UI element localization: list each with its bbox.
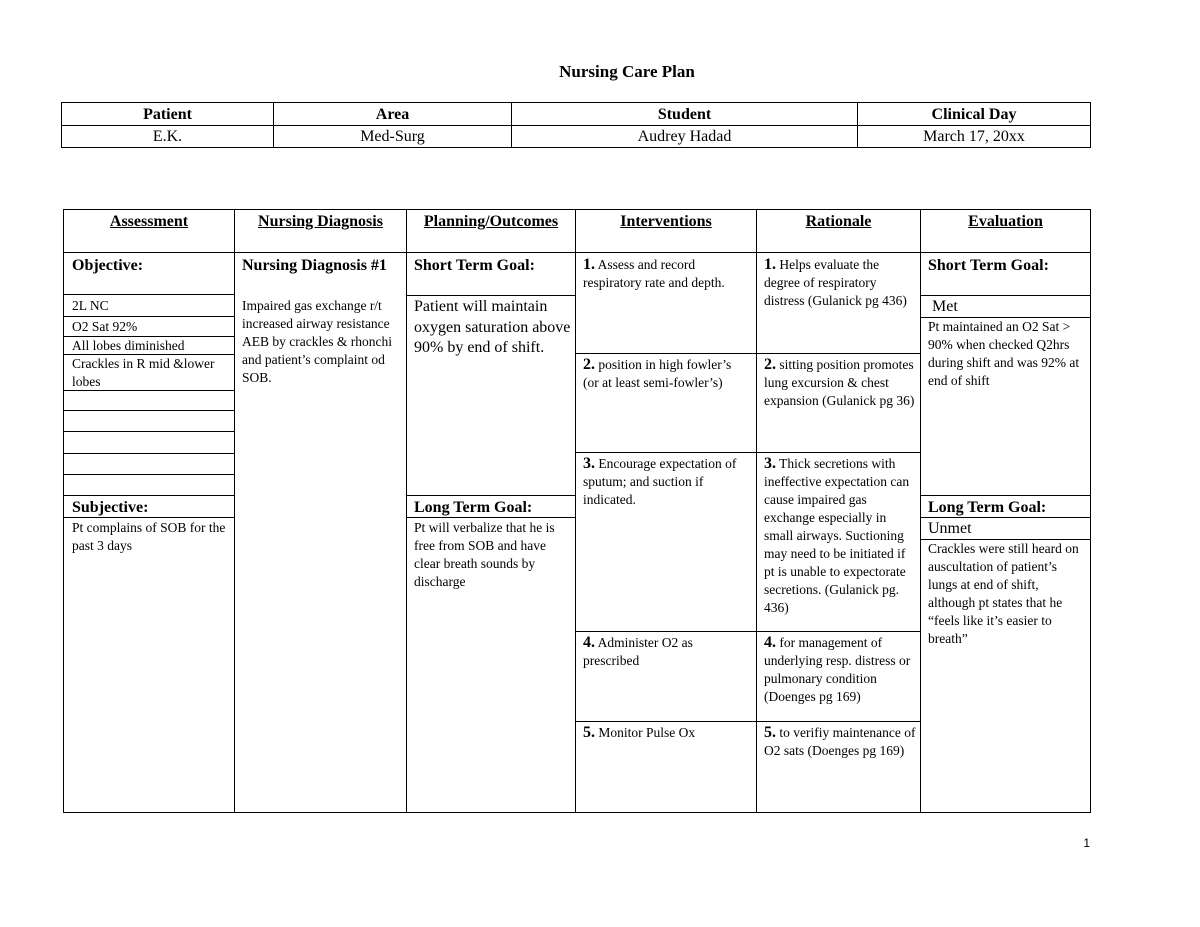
rationale-item: 3. Thick secretions with ineffective expectation can cause impaired gas exchange especially in small airways. Suctioning may need to be initiated if pt is unable to expectorate secretions. (Gulanick pg. 436) [764, 455, 910, 615]
value-patient: E.K. [152, 128, 183, 145]
evaluation-short-term-status: Met [932, 298, 958, 315]
objective-item: 2L NC [72, 298, 109, 313]
evaluation-long-term-label: Long Term Goal: [928, 499, 1047, 516]
col-header-evaluation: Evaluation [968, 213, 1043, 230]
evaluation-short-term-label: Short Term Goal: [928, 257, 1049, 274]
evaluation-long-term-status: Unmet [928, 520, 972, 537]
objective-item: O2 Sat 92% [72, 319, 138, 334]
page-number: 1 [1083, 836, 1090, 850]
document-title: Nursing Care Plan [559, 62, 695, 81]
intervention-item: 4. Administer O2 as prescribed [583, 634, 693, 668]
objective-item: All lobes diminished [72, 338, 185, 353]
subjective-label: Subjective: [72, 499, 149, 516]
intervention-item: 2. position in high fowler’s (or at least semi-fowler’s) [583, 356, 732, 390]
intervention-item: 1. Assess and record respiratory rate and depth. [583, 256, 725, 290]
objective-item: Crackles in R mid &lower lobes [72, 356, 215, 389]
intervention-item: 3. Encourage expectation of sputum; and suction if indicated. [583, 455, 737, 507]
header-clinical-day: Clinical Day [931, 106, 1017, 123]
rationale-item: 2. sitting position promotes lung excursion & chest expansion (Gulanick pg 36) [764, 356, 915, 408]
evaluation-short-term-text: Pt maintained an O2 Sat > 90% when checked Q2hrs during shift and was 92% at end of shift [928, 319, 1080, 388]
planning-short-term-text: Patient will maintain oxygen saturation above 90% by end of shift. [414, 298, 571, 356]
diagnosis-text: Impaired gas exchange r/t increased airway resistance AEB by crackles & rhonchi and patient’s complaint od SOB. [242, 298, 392, 385]
col-header-interventions: Interventions [620, 213, 712, 230]
header-patient: Patient [143, 106, 192, 123]
rationale-item: 4. for management of underlying resp. distress or pulmonary condition (Doenges pg 169) [764, 634, 911, 704]
col-header-rationale: Rationale [805, 213, 872, 230]
planning-long-term-label: Long Term Goal: [414, 499, 533, 516]
col-header-nursing-diagnosis: Nursing Diagnosis [258, 213, 383, 230]
rationale-item: 5. to verifiy maintenance of O2 sats (Doenges pg 169) [764, 724, 916, 758]
subjective-text: Pt complains of SOB for the past 3 days [72, 520, 226, 553]
header-area: Area [375, 106, 410, 123]
value-student: Audrey Hadad [637, 128, 732, 145]
diagnosis-label: Nursing Diagnosis #1 [242, 257, 387, 274]
col-header-planning: Planning/Outcomes [423, 213, 559, 230]
col-header-assessment: Assessment [109, 213, 189, 230]
planning-short-term-label: Short Term Goal: [414, 257, 535, 274]
value-clinical-day: March 17, 20xx [923, 128, 1025, 145]
header-student: Student [657, 106, 712, 123]
evaluation-long-term-text: Crackles were still heard on auscultation of patient’s lungs at end of shift, although pt states that he “feels like it’s easier to breath” [928, 541, 1079, 646]
planning-long-term-text: Pt will verbalize that he is free from SOB and have clear breath sounds by discharge [414, 520, 555, 589]
value-area: Med-Surg [360, 128, 425, 145]
intervention-item: 5. Monitor Pulse Ox [583, 724, 696, 741]
objective-label: Objective: [72, 257, 144, 274]
rationale-item: 1. Helps evaluate the degree of respiratory distress (Gulanick pg 436) [764, 256, 907, 308]
